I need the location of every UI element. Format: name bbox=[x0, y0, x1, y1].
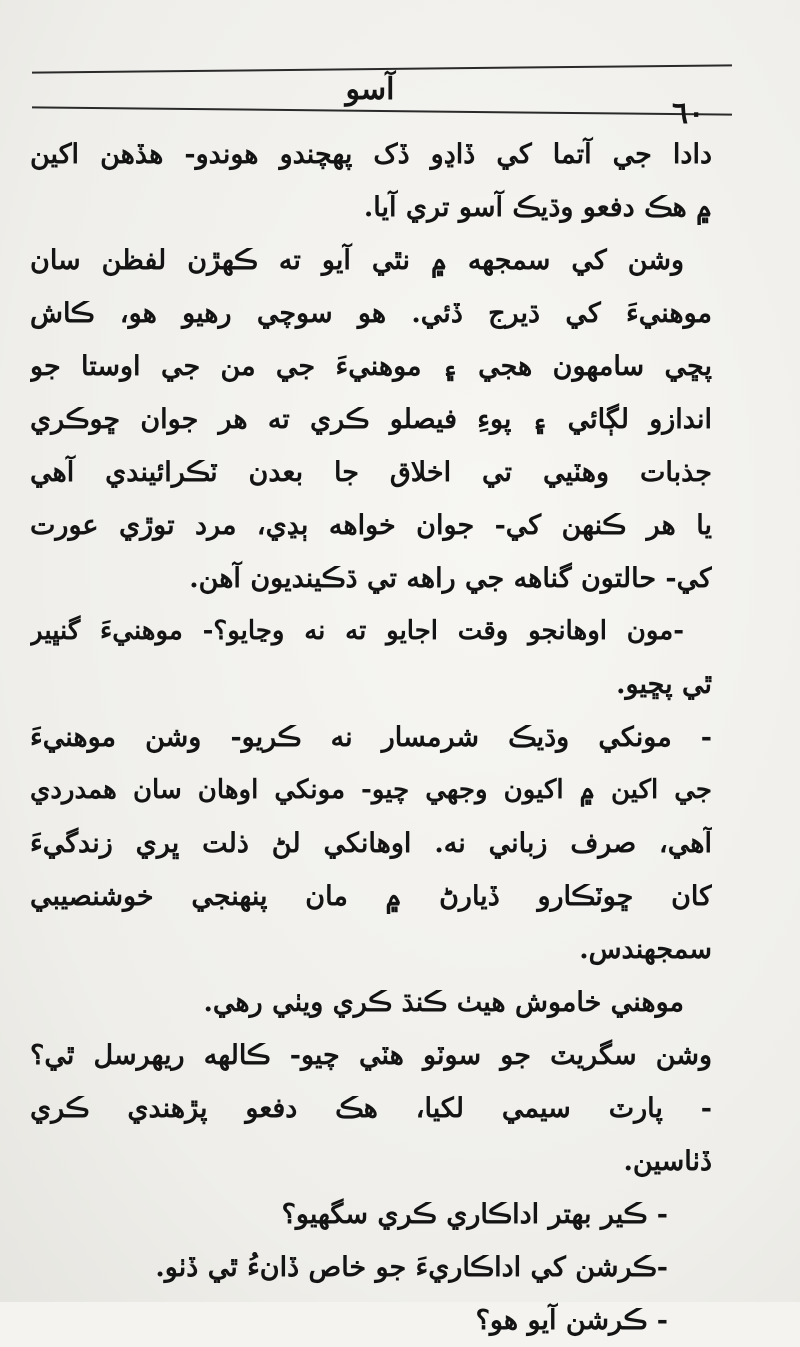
text-line: کان ڇوٽڪارو ڏيارڻ ۾ مان پنهنجي خوشنصيبي bbox=[30, 881, 712, 912]
text-line: - پارٽ سيمي لکيا، هڪ دفعو پڙهندي ڪري bbox=[30, 1093, 712, 1124]
page-number: ٦٠ bbox=[672, 96, 705, 131]
running-title: آسو bbox=[345, 72, 395, 107]
text-line: يا هر ڪنهن کي- جوان خواهه ٻڍي، مرد توڙي عورت bbox=[30, 510, 712, 541]
text-line: - مونکي وڌيڪ شرمسار نه ڪريو- وشن موهنيءَ bbox=[30, 722, 712, 753]
text-line: موهني خاموش هيٺ ڪنڌ ڪري ويٺي رهي. bbox=[203, 987, 684, 1018]
text-line: موهنيءَ کي ڌيرج ڏئي. هو سوچي رهيو هو، ڪاش bbox=[30, 298, 712, 329]
text-line: -مون اوهانجو وقت اجايو ته نه وڃايو؟- موهنيءَ گنڀير bbox=[30, 616, 684, 646]
text-line: سمجهندس. bbox=[579, 934, 712, 965]
text-line: ٿي پڇيو. bbox=[616, 669, 712, 700]
text-line: اندازو لڳائي ۽ پوءِ فيصلو ڪري ته هر جوان ڇوڪري bbox=[30, 404, 712, 435]
text-line: ڏٺاسين. bbox=[623, 1146, 712, 1177]
text-line: دادا جي آتما کي ڏاڍو ڏک پهچندو هوندو- هڏهن اکين bbox=[30, 139, 712, 170]
body-text bbox=[30, 128, 712, 1347]
text-line: وشن سگريٽ جو سوٽو هٽي چيو- ڪالهه ريهرسل ٿي؟ bbox=[30, 1040, 712, 1071]
header-rule-bottom bbox=[32, 106, 732, 115]
text-line: -ڪرشن کي اداڪاريءَ جو خاص ڏانءُ ٿي ڏٺو. bbox=[155, 1252, 668, 1283]
text-line: جي اکين ۾ اکيون وجهي چيو- مونکي اوهان سان همدردي bbox=[30, 775, 712, 805]
text-line: ۾ هڪ دفعو وڌيڪ آسو تري آيا. bbox=[363, 192, 712, 223]
text-line: - ڪرشن آيو هو؟ bbox=[475, 1305, 668, 1336]
text-line: وشن کي سمجهه ۾ نٿي آيو ته ڪهڙن لفظن سان bbox=[30, 245, 684, 276]
text-line: جذبات وهٽيي تي اخلاق جا بعدن ٽڪرائيندي آهي bbox=[30, 457, 712, 488]
text-line: آهي، صرف زباني نه. اوهانکي لڻ ذلت ڀري زندگيءَ bbox=[30, 828, 712, 859]
text-line: پڇي سامهون هجي ۽ موهنيءَ جي من جي اوستا جو bbox=[30, 351, 712, 382]
text-line: - ڪير بهتر اداڪاري ڪري سگهيو؟ bbox=[281, 1199, 668, 1230]
text-line: کي- حالتون گناهه جي راهه تي ڌڪينديون آهن. bbox=[189, 563, 712, 594]
